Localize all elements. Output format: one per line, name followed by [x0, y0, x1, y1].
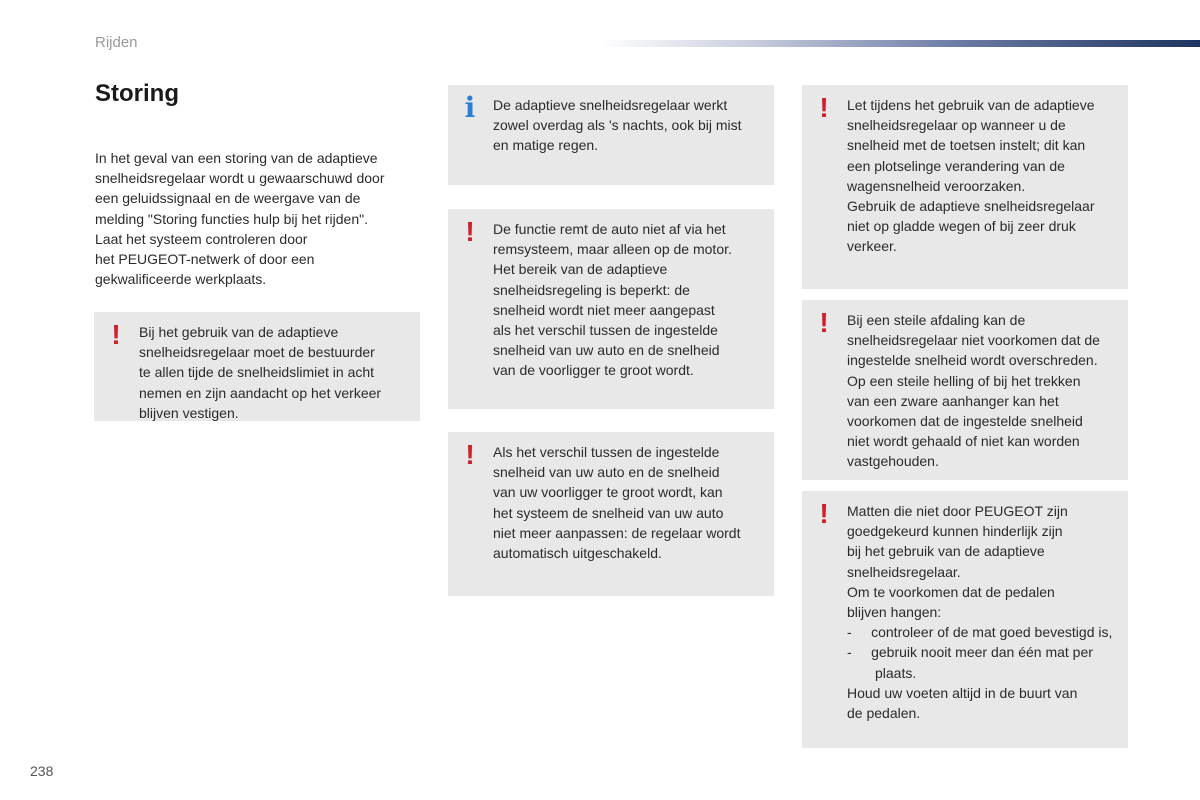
box-line: ingestelde snelheid wordt overschreden.: [847, 352, 1098, 369]
box-line: en matige regen.: [493, 137, 599, 154]
box-line: van een zware aanhanger kan het: [847, 392, 1059, 409]
box-line: niet meer aanpassen: de regelaar wordt: [493, 524, 741, 541]
box-line: snelheidsregelaar.: [847, 563, 961, 580]
page-number: 238: [30, 763, 54, 779]
box-line: goedgekeurd kunnen hinderlijk zijn: [847, 523, 1063, 540]
box-line: bij het gebruik van de adaptieve: [847, 543, 1045, 560]
section-header: Rijden: [95, 34, 138, 51]
warning-icon: !: [819, 92, 829, 123]
box-line: wagensnelheid veroorzaken.: [847, 177, 1026, 194]
warning-box: [448, 209, 774, 409]
box-line: Op een steile helling of bij het trekken: [847, 372, 1081, 389]
box-line: het systeem de snelheid van uw auto: [493, 504, 724, 521]
box-line: een plotselinge verandering van de: [847, 157, 1065, 174]
info-icon: i: [464, 91, 476, 124]
box-line: van uw voorligger te groot wordt, kan: [493, 484, 723, 501]
box-line: snelheid van uw auto en de snelheid: [493, 342, 720, 359]
box-line: Bij een steile afdaling kan de: [847, 312, 1026, 328]
box-line: de pedalen.: [847, 705, 921, 722]
warning-box: [448, 432, 774, 596]
box-line: snelheidsregelaar moet de bestuurder: [139, 344, 375, 361]
box-line: voorkomen dat de ingestelde snelheid: [847, 413, 1083, 430]
intro-line: Laat het systeem controleren door: [95, 230, 308, 247]
box-line: Het bereik van de adaptieve: [493, 261, 668, 278]
bullet-item: - gebruik nooit meer dan één mat per plaats.: [847, 644, 1093, 681]
box-line: blijven hangen:: [847, 604, 942, 621]
box-line: Als het verschil tussen de ingestelde: [493, 444, 720, 460]
box-line: van de voorligger te groot wordt.: [493, 362, 694, 379]
warning-icon: !: [111, 319, 121, 350]
box-line: zowel overdag als 's nachts, ook bij mist: [493, 117, 742, 134]
warning-box: [802, 491, 1128, 748]
intro-paragraph: [95, 148, 425, 289]
intro-line: gekwalificeerde werkplaats.: [95, 271, 267, 288]
warning-icon: !: [465, 439, 475, 470]
warning-box: [802, 85, 1128, 289]
info-box: [448, 85, 774, 185]
intro-line: een geluidssignaal en de weergave van de: [95, 190, 361, 207]
box-line: Let tijdens het gebruik van de adaptieve: [847, 97, 1095, 113]
box-line: te allen tijde de snelheidslimiet in acht: [139, 364, 375, 381]
box-line: blijven vestigen.: [139, 404, 239, 421]
intro-line: melding "Storing functies hulp bij het rijden".: [95, 210, 368, 227]
page-title: Storing: [95, 80, 179, 107]
box-line: snelheid wordt niet meer aangepast: [493, 301, 715, 318]
box-line: vastgehouden.: [847, 453, 939, 470]
intro-line: het PEUGEOT-netwerk of door een: [95, 251, 315, 268]
warning-icon: !: [819, 498, 829, 529]
box-line: Houd uw voeten altijd in de buurt van: [847, 684, 1078, 701]
intro-line: snelheidsregelaar wordt u gewaarschuwd door: [95, 170, 385, 187]
intro-line: In het geval van een storing van de adaptieve: [95, 150, 378, 166]
box-line: Matten die niet door PEUGEOT zijn: [847, 503, 1068, 519]
box-line: niet op gladde wegen of bij zeer druk: [847, 218, 1076, 235]
box-line: De adaptieve snelheidsregelaar werkt: [493, 97, 728, 113]
warning-icon: !: [819, 307, 829, 338]
bullet-item: - controleer of de mat goed bevestigd is,: [847, 624, 1113, 641]
box-line: snelheidsregelaar niet voorkomen dat de: [847, 332, 1100, 349]
box-line: remsysteem, maar alleen op de motor.: [493, 241, 732, 258]
header-gradient-bar: [600, 40, 1200, 47]
box-line: verkeer.: [847, 238, 897, 255]
box-line: snelheid met de toetsen instelt; dit kan: [847, 137, 1086, 154]
box-line: snelheidsregelaar op wanneer u de: [847, 117, 1066, 134]
box-line: De functie remt de auto niet af via het: [493, 221, 726, 237]
box-line: Gebruik de adaptieve snelheidsregelaar: [847, 198, 1095, 215]
box-line: Bij het gebruik van de adaptieve: [139, 324, 339, 340]
box-line: niet wordt gehaald of niet kan worden: [847, 433, 1080, 450]
box-line: nemen en zijn aandacht op het verkeer: [139, 384, 382, 401]
box-line: als het verschil tussen de ingestelde: [493, 322, 718, 339]
warning-icon: !: [465, 216, 475, 247]
box-line: Om te voorkomen dat de pedalen: [847, 583, 1055, 600]
box-line: snelheid van uw auto en de snelheid: [493, 464, 720, 481]
warning-box: [802, 300, 1128, 480]
box-line: snelheidsregeling is beperkt: de: [493, 281, 690, 298]
box-line: automatisch uitgeschakeld.: [493, 545, 662, 562]
warning-box: [94, 312, 420, 421]
